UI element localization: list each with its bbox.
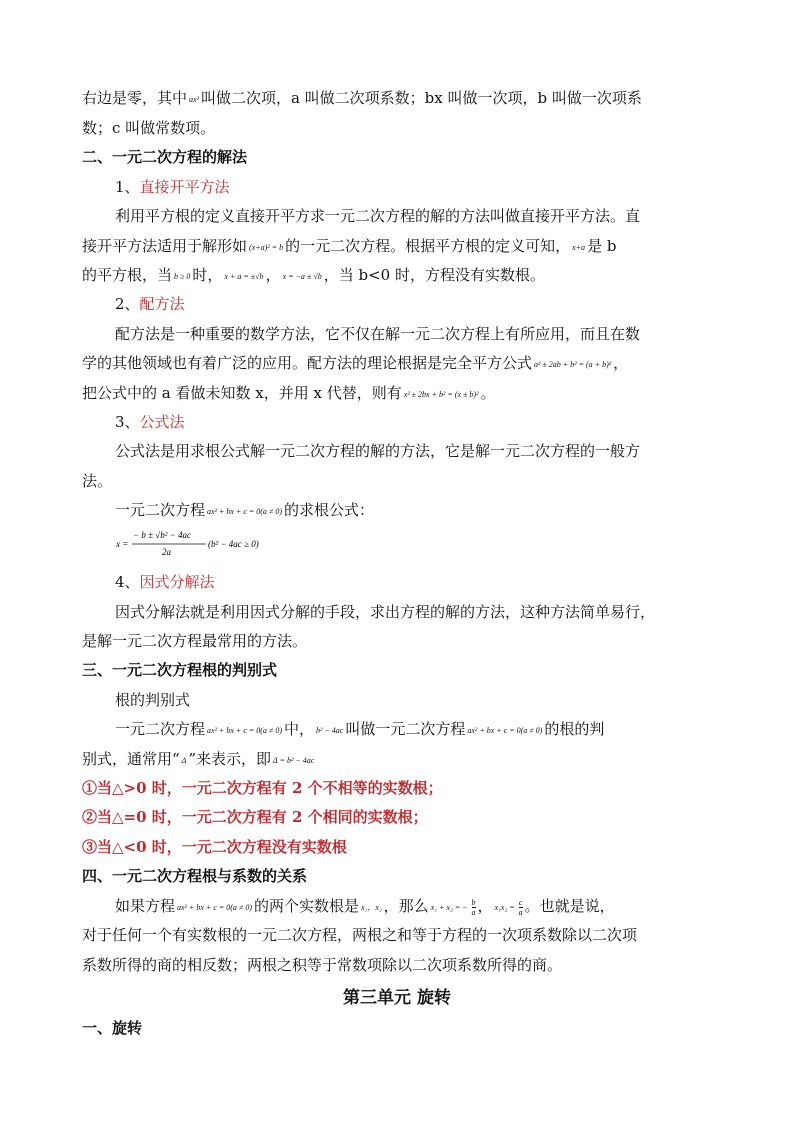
- subsection-label: 根的判别式: [115, 691, 191, 709]
- discriminant-case-3: ③当△<0 时，一元二次方程没有实数根: [82, 838, 347, 856]
- math-expression: x + a = ±√b: [224, 272, 264, 281]
- paragraph-line: 系数所得的商的相反数；两根之积等于常数项除以二次项系数所得的商。: [82, 956, 563, 974]
- paragraph-line: 配方法是一种重要的数学方法，它不仅在解一元二次方程上有所应用，而且在数: [115, 325, 641, 343]
- discriminant-case-1: ①当△>0 时，一元二次方程有 2 个不相等的实数根；: [82, 779, 443, 797]
- math-expression: (x+a)² = b: [249, 243, 284, 252]
- paragraph-line: 公式法是用求根公式解一元二次方程的解的方法，它是解一元二次方程的一般方: [115, 442, 641, 460]
- math-expression: ax² + bx + c = 0(a ≠ 0): [207, 726, 282, 735]
- unit-title: 第三单元 旋转: [343, 988, 451, 1008]
- math-expression: x₁，x₂: [361, 903, 382, 912]
- quadratic-formula: [116, 524, 286, 562]
- fraction-c-over-a: $\frac{c}{a}$: [518, 897, 523, 917]
- paragraph-line: 法。: [82, 472, 113, 490]
- math-expression: ax² + bx + c = 0(a ≠ 0): [207, 507, 282, 516]
- math-expression: x = −a ± √b: [282, 272, 322, 281]
- paragraph-line: 把公式中的 a 看做未知数 x，并用 x 代替，则有 x² ± 2bx + b² = (x ± b)² 。: [82, 384, 496, 402]
- math-expression: x+a: [572, 243, 586, 252]
- math-expression: ax² + bx + c = 0(a ≠ 0): [177, 903, 252, 912]
- section-heading: 二、一元二次方程的解法: [82, 148, 248, 166]
- subsection-heading: 3、公式法: [115, 413, 185, 431]
- section-heading: 三、一元二次方程根的判别式: [82, 661, 278, 679]
- formula-lhs: x =: [116, 539, 129, 549]
- math-expression: x₁x₂ =: [494, 903, 515, 912]
- paragraph-line: 的平方根，当 b ≥ 0 时， x + a = ±√b ， x = −a ± √b ，当 b<0 时，方程没有实数根。: [82, 266, 545, 284]
- math-expression: a² ± 2ab + b² = (a + b)²: [534, 360, 612, 369]
- paragraph-line: 右边是零，其中 ax² 叫做二次项，a 叫做二次项系数；bx 叫做一次项，b 叫做一次项系: [82, 89, 642, 107]
- math-expression: x² ± 2bx + b² = (x ± b)²: [403, 390, 479, 399]
- math-expression: b² − 4ac: [316, 726, 344, 735]
- paragraph-line: 接开平方法适用于解形如 (x+a)² = b 的一元二次方程。根据平方根的定义可知， x+a 是 b: [82, 237, 617, 255]
- paragraph-line: 利用平方根的定义直接开平方求一元二次方程的解的方法叫做直接开平方法。直: [115, 207, 641, 225]
- paragraph-line: 一元二次方程 ax² + bx + c = 0(a ≠ 0) 的求根公式：: [115, 501, 374, 519]
- math-expression: Δ: [181, 756, 187, 765]
- paragraph-line: 对于任何一个有实数根的一元二次方程，两根之和等于方程的一次项系数除以二次项: [82, 926, 638, 944]
- paragraph-line: 学的其他领域也有着广泛的应用。配方法的理论根据是完全平方公式 a² ± 2ab + b² = (a + b)² ，: [82, 354, 629, 372]
- paragraph-line: 一元二次方程 ax² + bx + c = 0(a ≠ 0) 中， b² − 4ac 叫做一元二次方程 ax² + bx + c = 0(a ≠ 0) 的根的判: [115, 720, 605, 738]
- fraction-b-over-a: $\frac{b}{a}$: [471, 897, 476, 917]
- subsection-heading: 2、配方法: [115, 295, 185, 313]
- section-heading: 一、旋转: [82, 1019, 143, 1037]
- subsection-heading: 1、直接开平方法: [115, 178, 230, 196]
- formula-condition: (b² − 4ac ≥ 0): [208, 539, 259, 549]
- paragraph-line: 因式分解法就是利用因式分解的手段，求出方程的解的方法，这种方法简单易行，: [115, 603, 656, 621]
- math-ax2: ax²: [189, 95, 199, 104]
- section-heading: 四、一元二次方程根与系数的关系: [82, 867, 308, 885]
- subsection-heading: 4、因式分解法: [115, 573, 215, 591]
- paragraph-line: 如果方程 ax² + bx + c = 0(a ≠ 0) 的两个实数根是 x₁，x₂ ，那么 x₁ + x₂ = − $\frac{b}{a}$ ， x₁x₂ = $\frac{c}{a}$ 。也就是说，: [115, 897, 615, 917]
- paragraph-line: 数；c 叫做常数项。: [82, 119, 216, 137]
- formula-numerator: − b ± √b² − 4ac: [133, 530, 191, 540]
- math-expression: ax² + bx + c = 0(a ≠ 0): [467, 726, 543, 735]
- discriminant-case-2: ②当△=0 时，一元二次方程有 2 个相同的实数根；: [82, 808, 428, 826]
- paragraph-line: 别式，通常用“ Δ ”来表示，即 Δ = b² − 4ac: [82, 750, 315, 768]
- paragraph-line: 是解一元二次方程最常用的方法。: [82, 632, 308, 650]
- math-expression: Δ = b² − 4ac: [273, 756, 315, 765]
- formula-denominator: 2a: [162, 547, 171, 557]
- math-expression: b ≥ 0: [174, 272, 191, 281]
- math-expression: x₁ + x₂ = −: [430, 903, 468, 912]
